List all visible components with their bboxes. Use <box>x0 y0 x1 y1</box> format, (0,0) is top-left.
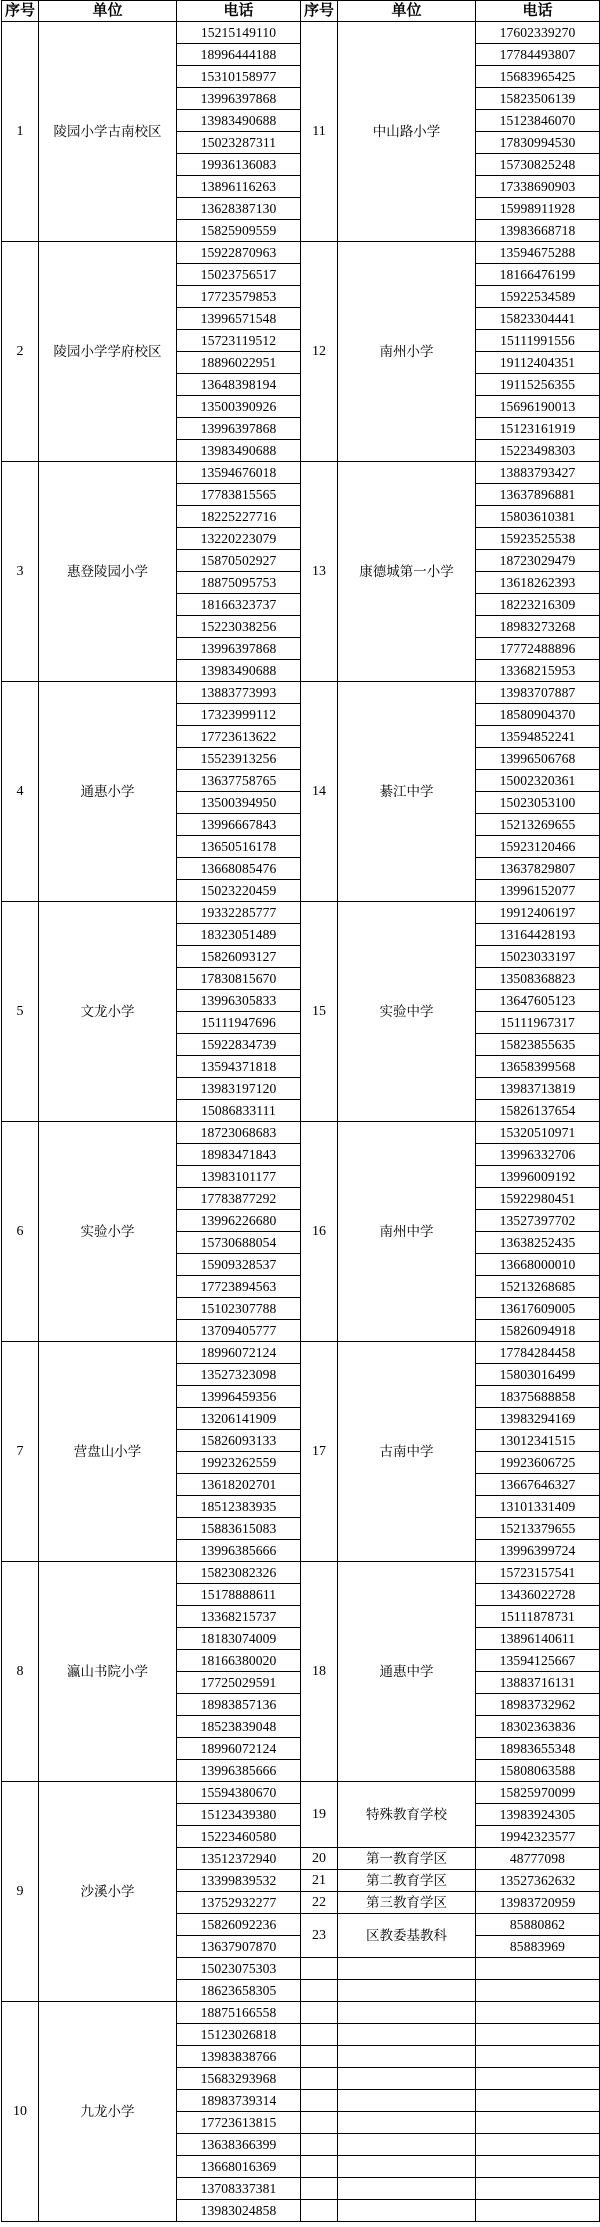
school-index-right: 22 <box>301 1892 338 1914</box>
phone-number-left: 15223460580 <box>177 1826 301 1848</box>
school-name-right: 古南中学 <box>338 1342 476 1562</box>
school-name-right: 特殊教育学校 <box>338 1782 476 1848</box>
phone-number-left: 15826092236 <box>177 1914 301 1936</box>
phone-number-right: 13883793427 <box>476 462 600 484</box>
school-index-right: 18 <box>301 1562 338 1782</box>
phone-number-right <box>476 2112 600 2134</box>
phone-number-right <box>476 2024 600 2046</box>
phone-number-left: 13996226680 <box>177 1210 301 1232</box>
phone-number-right: 13594852241 <box>476 726 600 748</box>
school-name-right: 南州中学 <box>338 1122 476 1342</box>
school-index-right: 14 <box>301 682 338 902</box>
school-name-right <box>338 2002 476 2024</box>
phone-number-right: 13983668718 <box>476 220 600 242</box>
phone-number-left: 13220223079 <box>177 528 301 550</box>
phone-number-right: 13101331409 <box>476 1496 600 1518</box>
phone-number-right: 13647605123 <box>476 990 600 1012</box>
phone-number-left: 15178888611 <box>177 1584 301 1606</box>
school-index-left: 7 <box>2 1342 39 1562</box>
phone-number-right: 15803610381 <box>476 506 600 528</box>
table-row <box>2 242 600 264</box>
phone-number-right: 19912406197 <box>476 902 600 924</box>
phone-number-left: 13996397868 <box>177 638 301 660</box>
phone-number-left: 13883773993 <box>177 682 301 704</box>
phone-number-right: 19112404351 <box>476 352 600 374</box>
school-name-right: 南州小学 <box>338 242 476 462</box>
phone-number-right: 15803016499 <box>476 1364 600 1386</box>
phone-number-right <box>476 2002 600 2024</box>
phone-number-right: 15826137654 <box>476 1100 600 1122</box>
phone-number-left: 13594371818 <box>177 1056 301 1078</box>
phone-number-left: 15523913256 <box>177 748 301 770</box>
phone-number-left: 17723613815 <box>177 2112 301 2134</box>
phone-number-left: 13500390926 <box>177 396 301 418</box>
phone-number-left: 13983838766 <box>177 2046 301 2068</box>
header-unit-right: 单位 <box>338 1 476 22</box>
phone-number-right: 18223216309 <box>476 594 600 616</box>
phone-number-right: 15826094918 <box>476 1320 600 1342</box>
phone-number-right: 13594125667 <box>476 1650 600 1672</box>
school-name-right: 康德城第一小学 <box>338 462 476 682</box>
phone-number-left: 15883615083 <box>177 1518 301 1540</box>
header-unit-left: 单位 <box>39 1 177 22</box>
phone-number-left: 15123026818 <box>177 2024 301 2046</box>
phone-number-right: 15825970099 <box>476 1782 600 1804</box>
phone-number-right: 15998911928 <box>476 198 600 220</box>
phone-number-right: 15320510971 <box>476 1122 600 1144</box>
phone-number-left: 18983739314 <box>177 2090 301 2112</box>
school-name-right <box>338 2134 476 2156</box>
phone-number-right: 15023053100 <box>476 792 600 814</box>
phone-number-right <box>476 2068 600 2090</box>
phone-number-left: 13996385666 <box>177 1760 301 1782</box>
phone-number-right: 15823855635 <box>476 1034 600 1056</box>
school-name-right: 实验中学 <box>338 902 476 1122</box>
phone-number-right: 17602339270 <box>476 22 600 44</box>
phone-number-left: 18512383935 <box>177 1496 301 1518</box>
phone-number-left: 18166323737 <box>177 594 301 616</box>
phone-number-left: 15723119512 <box>177 330 301 352</box>
phone-number-left: 18996072124 <box>177 1342 301 1364</box>
phone-number-right: 13618262393 <box>476 572 600 594</box>
phone-number-right: 13983294169 <box>476 1408 600 1430</box>
phone-number-left: 15102307788 <box>177 1298 301 1320</box>
phone-number-left: 18623658305 <box>177 1980 301 2002</box>
phone-number-left: 13996667843 <box>177 814 301 836</box>
phone-number-left: 13650516178 <box>177 836 301 858</box>
phone-number-left: 15223038256 <box>177 616 301 638</box>
phone-number-right: 13638252435 <box>476 1232 600 1254</box>
phone-number-right: 19942323577 <box>476 1826 600 1848</box>
phone-number-left: 15730688054 <box>177 1232 301 1254</box>
table-body <box>2 22 600 2222</box>
phone-number-left: 13594676018 <box>177 462 301 484</box>
phone-number-right: 13983713819 <box>476 1078 600 1100</box>
phone-number-left: 18875166558 <box>177 2002 301 2024</box>
phone-number-left: 13752932277 <box>177 1892 301 1914</box>
phone-number-right: 13436022728 <box>476 1584 600 1606</box>
phone-number-left: 17783815565 <box>177 484 301 506</box>
school-index-right: 16 <box>301 1122 338 1342</box>
school-name-left: 瀛山书院小学 <box>39 1562 177 1782</box>
phone-number-right: 13637896881 <box>476 484 600 506</box>
school-name-left: 陵园小学古南校区 <box>39 22 177 242</box>
phone-number-right: 13012341515 <box>476 1430 600 1452</box>
phone-number-right: 17338690903 <box>476 176 600 198</box>
school-index-right <box>301 2200 338 2222</box>
phone-number-left: 17783877292 <box>177 1188 301 1210</box>
school-name-left: 九龙小学 <box>39 2002 177 2222</box>
phone-number-right: 17784493807 <box>476 44 600 66</box>
school-index-right: 19 <box>301 1782 338 1848</box>
phone-number-right: 17772488896 <box>476 638 600 660</box>
school-index-right <box>301 2068 338 2090</box>
phone-number-left: 13628387130 <box>177 198 301 220</box>
school-index-right: 23 <box>301 1914 338 1958</box>
phone-number-left: 13668016369 <box>177 2156 301 2178</box>
school-index-right <box>301 2112 338 2134</box>
school-index-right <box>301 2024 338 2046</box>
phone-number-right: 13164428193 <box>476 924 600 946</box>
school-index-right <box>301 2178 338 2200</box>
school-name-right: 綦江中学 <box>338 682 476 902</box>
phone-number-right: 15111878731 <box>476 1606 600 1628</box>
phone-number-right: 15923120466 <box>476 836 600 858</box>
phone-number-right: 13983924305 <box>476 1804 600 1826</box>
school-name-right <box>338 2178 476 2200</box>
phone-number-left: 13512372940 <box>177 1848 301 1870</box>
phone-number-right: 18580904370 <box>476 704 600 726</box>
phone-number-right: 17784284458 <box>476 1342 600 1364</box>
phone-number-right: 13637829807 <box>476 858 600 880</box>
school-index-left: 4 <box>2 682 39 902</box>
phone-number-right: 13527397702 <box>476 1210 600 1232</box>
phone-number-left: 15086833111 <box>177 1100 301 1122</box>
phone-number-right: 13883716131 <box>476 1672 600 1694</box>
phone-number-right: 15922534589 <box>476 286 600 308</box>
phone-number-left: 18523839048 <box>177 1716 301 1738</box>
phone-number-right: 48777098 <box>476 1848 600 1870</box>
phone-number-left: 18723068683 <box>177 1122 301 1144</box>
table-row <box>2 2002 600 2024</box>
phone-number-right: 13996399724 <box>476 1540 600 1562</box>
phone-number-left: 13896116263 <box>177 176 301 198</box>
school-index-left: 2 <box>2 242 39 462</box>
phone-number-right: 13667646327 <box>476 1474 600 1496</box>
phone-number-left: 15123439380 <box>177 1804 301 1826</box>
school-index-right <box>301 2134 338 2156</box>
phone-number-right: 13983707887 <box>476 682 600 704</box>
phone-number-right: 18302363836 <box>476 1716 600 1738</box>
phone-number-left: 15023287311 <box>177 132 301 154</box>
phone-number-right: 15111991556 <box>476 330 600 352</box>
phone-number-left: 13996459356 <box>177 1386 301 1408</box>
phone-number-right <box>476 2156 600 2178</box>
phone-number-right: 18166476199 <box>476 264 600 286</box>
phone-number-right <box>476 2178 600 2200</box>
table-row <box>2 462 600 484</box>
phone-number-right: 18723029479 <box>476 550 600 572</box>
phone-number-left: 15023075303 <box>177 1958 301 1980</box>
phone-number-right: 15123846070 <box>476 110 600 132</box>
phone-number-left: 15909328537 <box>177 1254 301 1276</box>
school-index-right: 21 <box>301 1870 338 1892</box>
phone-number-right: 13896140611 <box>476 1628 600 1650</box>
phone-number-right <box>476 2200 600 2222</box>
header-phone-right: 电话 <box>476 1 600 22</box>
school-name-right <box>338 2112 476 2134</box>
phone-number-left: 17723894563 <box>177 1276 301 1298</box>
phone-number-right: 13527362632 <box>476 1870 600 1892</box>
phone-number-left: 19923262559 <box>177 1452 301 1474</box>
school-name-left: 惠登陵园小学 <box>39 462 177 682</box>
phone-number-right: 15002320361 <box>476 770 600 792</box>
phone-number-right: 13996152077 <box>476 880 600 902</box>
table-row <box>2 902 600 924</box>
phone-number-left: 13996397868 <box>177 88 301 110</box>
phone-number-left: 17323999112 <box>177 704 301 726</box>
school-name-left: 沙溪小学 <box>39 1782 177 2002</box>
header-phone-left: 电话 <box>177 1 301 22</box>
phone-number-left: 13527323098 <box>177 1364 301 1386</box>
school-name-left: 实验小学 <box>39 1122 177 1342</box>
phone-number-left: 18225227716 <box>177 506 301 528</box>
phone-number-left: 18323051489 <box>177 924 301 946</box>
school-index-right: 20 <box>301 1848 338 1870</box>
phone-number-left: 18983857136 <box>177 1694 301 1716</box>
phone-number-right: 19923606725 <box>476 1452 600 1474</box>
phone-number-left: 17830815670 <box>177 968 301 990</box>
phone-number-right: 13996506768 <box>476 748 600 770</box>
school-index-right <box>301 1980 338 2002</box>
phone-number-left: 18996072124 <box>177 1738 301 1760</box>
phone-number-right: 15683965425 <box>476 66 600 88</box>
phone-number-left: 13618202701 <box>177 1474 301 1496</box>
school-name-left: 文龙小学 <box>39 902 177 1122</box>
header-row <box>2 1 600 22</box>
phone-number-right: 13368215953 <box>476 660 600 682</box>
phone-number-right: 85880862 <box>476 1914 600 1936</box>
phone-number-right: 13617609005 <box>476 1298 600 1320</box>
table-row <box>2 682 600 704</box>
table-row <box>2 1342 600 1364</box>
phone-number-left: 13983490688 <box>177 110 301 132</box>
phone-number-right: 13658399568 <box>476 1056 600 1078</box>
table-row <box>2 1562 600 1584</box>
phone-number-left: 13368215737 <box>177 1606 301 1628</box>
school-index-right: 12 <box>301 242 338 462</box>
phone-number-right: 13996332706 <box>476 1144 600 1166</box>
phone-number-left: 18983471843 <box>177 1144 301 1166</box>
phone-number-left: 13983024858 <box>177 2200 301 2222</box>
phone-number-left: 13637758765 <box>177 770 301 792</box>
header-index-left: 序号 <box>2 1 39 22</box>
phone-number-left: 13638366399 <box>177 2134 301 2156</box>
school-name-left: 陵园小学学府校区 <box>39 242 177 462</box>
phone-number-left: 13500394950 <box>177 792 301 814</box>
phone-number-right: 13996009192 <box>476 1166 600 1188</box>
phone-number-right <box>476 1958 600 1980</box>
school-index-right <box>301 2046 338 2068</box>
phone-number-left: 15922834739 <box>177 1034 301 1056</box>
phone-number-left: 17723579853 <box>177 286 301 308</box>
school-name-right: 中山路小学 <box>338 22 476 242</box>
phone-number-left: 18166380020 <box>177 1650 301 1672</box>
phone-number-right: 15823304441 <box>476 308 600 330</box>
school-name-right <box>338 2024 476 2046</box>
phone-number-left: 15310158977 <box>177 66 301 88</box>
table-row <box>2 1122 600 1144</box>
phone-number-right: 15696190013 <box>476 396 600 418</box>
phone-number-right: 15922980451 <box>476 1188 600 1210</box>
phone-number-right: 15730825248 <box>476 154 600 176</box>
school-index-left: 8 <box>2 1562 39 1782</box>
phone-number-left: 15023220459 <box>177 880 301 902</box>
phone-number-left: 13996305833 <box>177 990 301 1012</box>
phone-number-left: 13983490688 <box>177 660 301 682</box>
school-name-right: 第三教育学区 <box>338 1892 476 1914</box>
phone-number-left: 13983490688 <box>177 440 301 462</box>
phone-number-left: 13983101177 <box>177 1166 301 1188</box>
phone-number-left: 15215149110 <box>177 22 301 44</box>
phone-number-left: 13206141909 <box>177 1408 301 1430</box>
phone-number-right: 15213269655 <box>476 814 600 836</box>
school-name-right <box>338 1958 476 1980</box>
phone-number-left: 13983197120 <box>177 1078 301 1100</box>
phone-number-right: 13508368823 <box>476 968 600 990</box>
phone-number-left: 17725029591 <box>177 1672 301 1694</box>
school-index-right: 11 <box>301 22 338 242</box>
phone-number-right <box>476 1980 600 2002</box>
school-index-right <box>301 2002 338 2024</box>
phone-number-right: 18375688858 <box>476 1386 600 1408</box>
phone-number-right: 15123161919 <box>476 418 600 440</box>
table-row <box>2 22 600 44</box>
phone-number-left: 13668085476 <box>177 858 301 880</box>
phone-number-left: 15683293968 <box>177 2068 301 2090</box>
phone-number-left: 19936136083 <box>177 154 301 176</box>
phone-number-right: 15723157541 <box>476 1562 600 1584</box>
phone-number-left: 15825909559 <box>177 220 301 242</box>
school-index-left: 9 <box>2 1782 39 2002</box>
phone-number-left: 15111947696 <box>177 1012 301 1034</box>
school-name-left: 营盘山小学 <box>39 1342 177 1562</box>
phone-number-left: 15922870963 <box>177 242 301 264</box>
phone-number-left: 15826093127 <box>177 946 301 968</box>
phone-number-right: 19115256355 <box>476 374 600 396</box>
phone-number-left: 19332285777 <box>177 902 301 924</box>
phone-number-left: 13399839532 <box>177 1870 301 1892</box>
school-name-right: 第一教育学区 <box>338 1848 476 1870</box>
phone-number-left: 13648398194 <box>177 374 301 396</box>
school-index-left: 6 <box>2 1122 39 1342</box>
phone-number-left: 13996571548 <box>177 308 301 330</box>
school-index-left: 1 <box>2 22 39 242</box>
school-name-right <box>338 2200 476 2222</box>
phone-number-right <box>476 2090 600 2112</box>
phone-number-right: 15808063588 <box>476 1760 600 1782</box>
phone-number-right: 13594675288 <box>476 242 600 264</box>
school-index-left: 10 <box>2 2002 39 2222</box>
school-index-right <box>301 2156 338 2178</box>
phone-number-right: 15213268685 <box>476 1276 600 1298</box>
phone-number-right: 15923525538 <box>476 528 600 550</box>
phone-number-right: 15823506139 <box>476 88 600 110</box>
phone-number-left: 15826093133 <box>177 1430 301 1452</box>
school-name-right: 区教委基教科 <box>338 1914 476 1958</box>
school-name-right <box>338 2090 476 2112</box>
school-name-right: 通惠中学 <box>338 1562 476 1782</box>
phone-number-left: 18183074009 <box>177 1628 301 1650</box>
phone-number-right: 13668000010 <box>476 1254 600 1276</box>
phone-number-left: 15594380670 <box>177 1782 301 1804</box>
phone-number-right: 18983655348 <box>476 1738 600 1760</box>
phone-number-right: 85883969 <box>476 1936 600 1958</box>
phone-number-left: 13996385666 <box>177 1540 301 1562</box>
school-index-right: 15 <box>301 902 338 1122</box>
phone-number-left: 15823082326 <box>177 1562 301 1584</box>
phone-number-left: 15023756517 <box>177 264 301 286</box>
school-name-right <box>338 2046 476 2068</box>
school-name-right <box>338 2068 476 2090</box>
school-index-right: 13 <box>301 462 338 682</box>
phone-number-right: 15111967317 <box>476 1012 600 1034</box>
phone-number-right: 15213379655 <box>476 1518 600 1540</box>
phone-number-left: 13996397868 <box>177 418 301 440</box>
phone-number-right: 15023033197 <box>476 946 600 968</box>
phone-directory-table <box>1 0 600 2222</box>
phone-number-left: 18996444188 <box>177 44 301 66</box>
school-index-left: 5 <box>2 902 39 1122</box>
phone-number-left: 15870502927 <box>177 550 301 572</box>
school-index-left: 3 <box>2 462 39 682</box>
table-row <box>2 1782 600 1804</box>
phone-number-left: 13637907870 <box>177 1936 301 1958</box>
phone-number-right: 18983732962 <box>476 1694 600 1716</box>
school-name-right <box>338 2156 476 2178</box>
phone-number-left: 18875095753 <box>177 572 301 594</box>
school-index-right: 17 <box>301 1342 338 1562</box>
school-name-left: 通惠小学 <box>39 682 177 902</box>
phone-number-right: 17830994530 <box>476 132 600 154</box>
school-name-right <box>338 1980 476 2002</box>
school-index-right <box>301 2090 338 2112</box>
phone-number-right <box>476 2046 600 2068</box>
phone-number-left: 18896022951 <box>177 352 301 374</box>
header-index-right: 序号 <box>301 1 338 22</box>
school-index-right <box>301 1958 338 1980</box>
phone-number-right: 18983273268 <box>476 616 600 638</box>
phone-number-right <box>476 2134 600 2156</box>
phone-number-left: 13708337381 <box>177 2178 301 2200</box>
phone-number-left: 13709405777 <box>177 1320 301 1342</box>
phone-number-left: 17723613622 <box>177 726 301 748</box>
phone-number-right: 15223498303 <box>476 440 600 462</box>
school-name-right: 第二教育学区 <box>338 1870 476 1892</box>
phone-number-right: 13983720959 <box>476 1892 600 1914</box>
